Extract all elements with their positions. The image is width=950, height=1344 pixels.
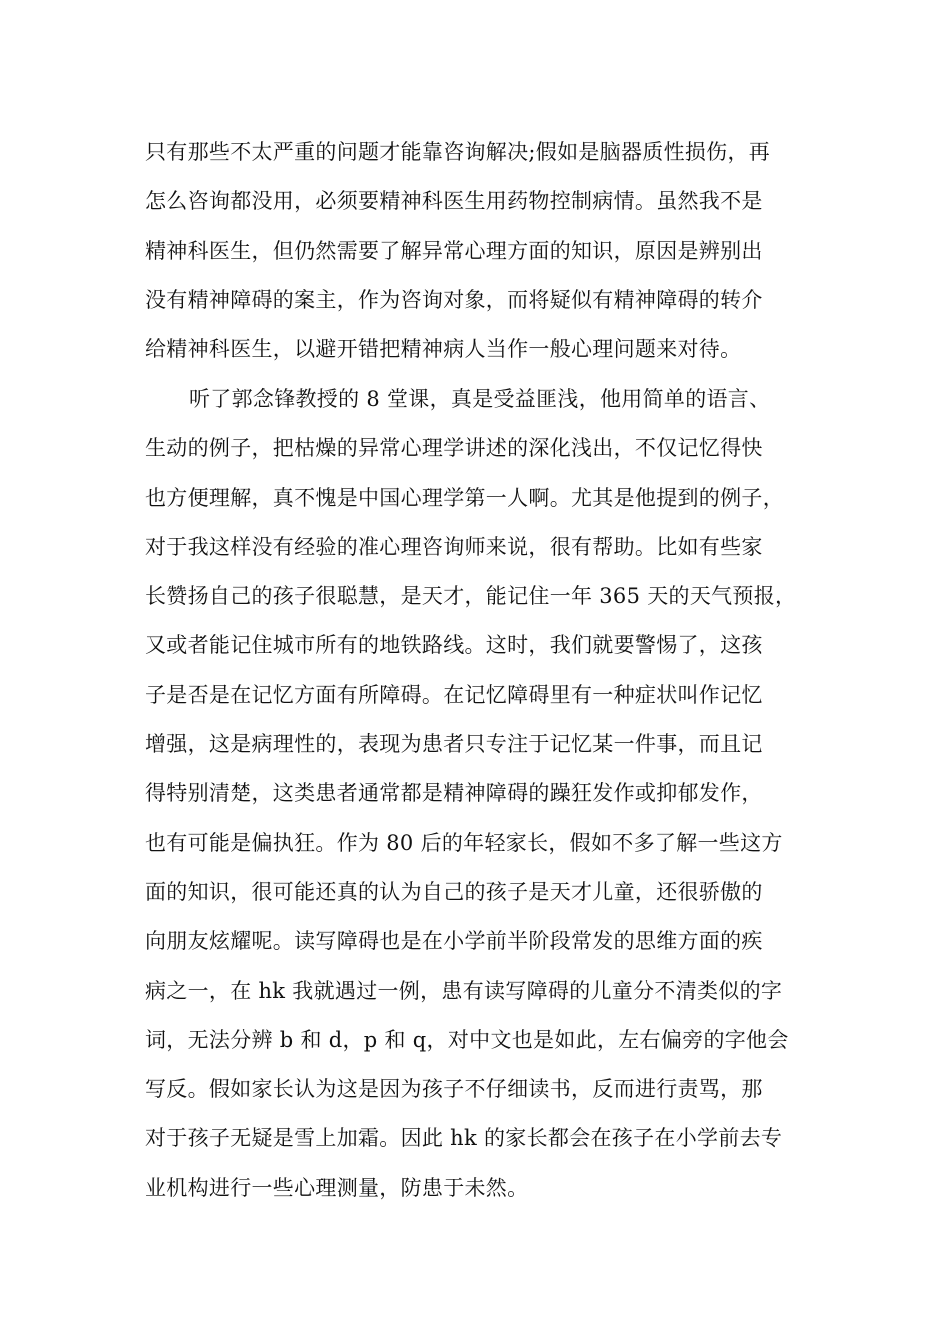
paragraph-2	[145, 375, 845, 1213]
paragraph-line: 子是否是在记忆方面有所障碍。在记忆障碍里有一种症状叫作记忆	[145, 682, 763, 707]
paragraph-line: 长赞扬自己的孩子很聪慧，是天才，能记住一年 365 天的天气预报，	[145, 584, 797, 609]
paragraph-1	[145, 128, 845, 374]
paragraph-line: 业机构进行一些心理测量，防患于未然。	[145, 1175, 529, 1200]
paragraph-line: 怎么咨询都没用，必须要精神科医生用药物控制病情。虽然我不是	[145, 189, 763, 214]
paragraph-line: 向朋友炫耀呢。读写障碍也是在小学前半阶段常发的思维方面的疾	[145, 929, 763, 954]
paragraph-line: 给精神科医生，以避开错把精神病人当作一般心理问题来对待。	[145, 337, 742, 362]
paragraph-line: 对于我这样没有经验的准心理咨询师来说，很有帮助。比如有些家	[145, 534, 763, 559]
paragraph-line: 听了郭念锋教授的 8 堂课，真是受益匪浅，他用简单的语言、	[189, 387, 771, 411]
paragraph-line: 病之一，在 hk 我就遇过一例，患有读写障碍的儿童分不清类似的字	[145, 978, 783, 1003]
paragraph-line: 词，无法分辨 b 和 d，p 和 q，对中文也是如此，左右偏旁的字他会	[145, 1027, 789, 1052]
paragraph-line: 得特别清楚，这类患者通常都是精神障碍的躁狂发作或抑郁发作，	[145, 781, 763, 806]
paragraph-line: 增强，这是病理性的，表现为患者只专注于记忆某一件事，而且记	[145, 732, 763, 757]
paragraph-line: 也方便理解，真不愧是中国心理学第一人啊。尤其是他提到的例子，	[145, 485, 784, 510]
paragraph-line: 又或者能记住城市所有的地铁路线。这时，我们就要警惕了，这孩	[145, 633, 763, 658]
paragraph-line: 对于孩子无疑是雪上加霜。因此 hk 的家长都会在孩子在小学前去专	[145, 1126, 783, 1151]
paragraph-line: 也有可能是偏执狂。作为 80 后的年轻家长，假如不多了解一些这方	[145, 830, 783, 855]
paragraph-line: 只有那些不太严重的问题才能靠咨询解决;假如是脑器质性损伤，再	[145, 140, 771, 164]
paragraph-line: 没有精神障碍的案主，作为咨询对象，而将疑似有精神障碍的转介	[145, 287, 763, 312]
paragraph-line: 面的知识，很可能还真的认为自己的孩子是天才儿童，还很骄傲的	[145, 879, 763, 904]
paragraph-line: 生动的例子，把枯燥的异常心理学讲述的深化浅出，不仅记忆得快	[145, 436, 763, 461]
paragraph-line: 写反。假如家长认为这是因为孩子不仔细读书，反而进行责骂，那	[145, 1077, 763, 1102]
paragraph-line: 精神科医生，但仍然需要了解异常心理方面的知识，原因是辨别出	[145, 238, 763, 263]
